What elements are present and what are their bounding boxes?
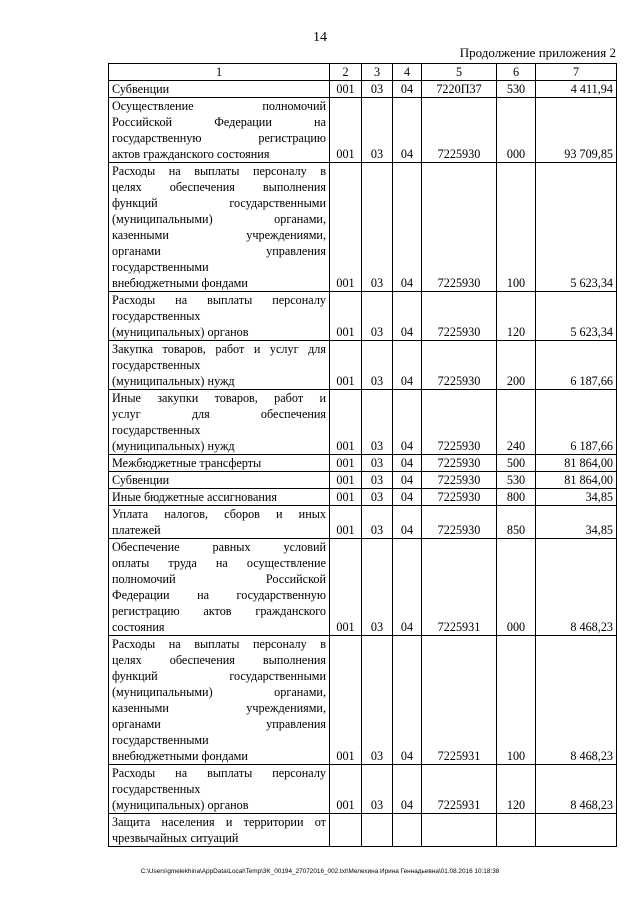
amount-cell: 34,85 [536, 489, 617, 506]
subsection-cell: 04 [393, 539, 422, 636]
row-name-line: чрезвычайных ситуаций [112, 831, 239, 845]
row-name-line: внебюджетными фондами [112, 749, 248, 763]
row-name-line: государственных [112, 358, 201, 372]
row-name-cell [109, 489, 330, 506]
target-article-cell: 7225930 [422, 390, 497, 455]
page-number: 14 [313, 30, 327, 45]
row-name-line: Иные закупки товаров, работ и [112, 391, 326, 405]
expense-type-cell: 530 [497, 81, 536, 98]
subsection-cell: 04 [393, 489, 422, 506]
table-row [109, 636, 617, 765]
row-name-line: (муниципальными) органами, [112, 212, 326, 226]
row-name-line: (муниципальных) нужд [112, 374, 235, 388]
row-name-line: казенными учреждениями, [112, 701, 326, 715]
table-row [109, 765, 617, 814]
table-body [109, 81, 617, 847]
admin-code-cell: 001 [330, 539, 362, 636]
expense-type-cell: 120 [497, 765, 536, 814]
admin-code-cell: 001 [330, 472, 362, 489]
row-name-line: Осуществление полномочий [112, 99, 326, 113]
subsection-cell: 04 [393, 341, 422, 390]
header-cell: 3 [362, 64, 393, 81]
table-row [109, 506, 617, 539]
amount-cell: 81 864,00 [536, 472, 617, 489]
amount-cell: 6 187,66 [536, 390, 617, 455]
target-article-cell: 7225930 [422, 506, 497, 539]
table-row [109, 163, 617, 292]
section-cell: 03 [362, 455, 393, 472]
row-name-line: органами управления [112, 244, 326, 258]
row-name-cell [109, 292, 330, 341]
section-cell: 03 [362, 765, 393, 814]
amount-cell: 93 709,85 [536, 98, 617, 163]
subsection-cell: 04 [393, 98, 422, 163]
section-cell: 03 [362, 472, 393, 489]
row-name-cell [109, 636, 330, 765]
row-name-line: оплаты труда на осуществление [112, 556, 326, 570]
expense-type-cell: 530 [497, 472, 536, 489]
admin-code-cell [330, 814, 362, 847]
row-name-cell [109, 765, 330, 814]
admin-code-cell: 001 [330, 292, 362, 341]
section-cell: 03 [362, 390, 393, 455]
row-name-line: казенными учреждениями, [112, 228, 326, 242]
row-name-cell [109, 341, 330, 390]
header-row [109, 64, 617, 81]
subsection-cell: 04 [393, 81, 422, 98]
row-name-line: Обеспечение равных условий [112, 540, 326, 554]
expense-type-cell: 100 [497, 636, 536, 765]
row-name-cell [109, 472, 330, 489]
row-name-line: Субвенции [112, 82, 170, 96]
row-name-cell [109, 539, 330, 636]
subsection-cell: 04 [393, 163, 422, 292]
section-cell [362, 814, 393, 847]
header-cell: 1 [109, 64, 330, 81]
admin-code-cell: 001 [330, 506, 362, 539]
section-cell: 03 [362, 81, 393, 98]
amount-cell: 5 623,34 [536, 292, 617, 341]
subsection-cell: 04 [393, 390, 422, 455]
target-article-cell: 7225930 [422, 98, 497, 163]
subsection-cell: 04 [393, 506, 422, 539]
row-name-line: (муниципальными) органами, [112, 685, 326, 699]
row-name-line: целях обеспечения выполнения [112, 653, 326, 667]
row-name-line: Расходы на выплаты персоналу в [112, 637, 326, 651]
amount-cell [536, 814, 617, 847]
row-name-line: функций государственными [112, 196, 326, 210]
row-name-line: Межбюджетные трансферты [112, 456, 262, 470]
row-name-line: Закупка товаров, работ и услуг для [112, 342, 326, 356]
table-row [109, 341, 617, 390]
footer-file-path: C:\Users\gmelekhina\AppData\Local\Temp\3K_00194_27072016_002.txt\Мелехина Ирина Геннадьевна\01.08.2016 10:18:38 [140, 868, 500, 875]
admin-code-cell: 001 [330, 455, 362, 472]
row-name-line: (муниципальных) органов [112, 798, 249, 812]
expense-type-cell: 200 [497, 341, 536, 390]
row-name-line: государственными [112, 733, 209, 747]
row-name-line: Уплата налогов, сборов и иных [112, 507, 326, 521]
expense-type-cell: 120 [497, 292, 536, 341]
row-name-line: Расходы на выплаты персоналу [112, 766, 326, 780]
amount-cell: 8 468,23 [536, 765, 617, 814]
section-cell: 03 [362, 292, 393, 341]
table-row [109, 390, 617, 455]
amount-cell: 4 411,94 [536, 81, 617, 98]
row-name-line: государственных [112, 782, 201, 796]
row-name-line: государственную регистрацию [112, 131, 326, 145]
row-name-line: внебюджетными фондами [112, 276, 248, 290]
expense-type-cell: 500 [497, 455, 536, 472]
target-article-cell: 7225930 [422, 341, 497, 390]
target-article-cell [422, 814, 497, 847]
target-article-cell: 7225930 [422, 292, 497, 341]
row-name-line: органами управления [112, 717, 326, 731]
admin-code-cell: 001 [330, 81, 362, 98]
section-cell: 03 [362, 98, 393, 163]
amount-cell: 6 187,66 [536, 341, 617, 390]
table-row [109, 489, 617, 506]
target-article-cell: 7225930 [422, 455, 497, 472]
target-article-cell: 7225930 [422, 163, 497, 292]
table-row [109, 81, 617, 98]
header-cell: 5 [422, 64, 497, 81]
target-article-cell: 7225931 [422, 539, 497, 636]
row-name-line: Российской Федерации на [112, 115, 326, 129]
target-article-cell: 7225930 [422, 472, 497, 489]
subsection-cell: 04 [393, 472, 422, 489]
row-name-cell [109, 814, 330, 847]
section-cell: 03 [362, 341, 393, 390]
amount-cell: 81 864,00 [536, 455, 617, 472]
row-name-cell [109, 506, 330, 539]
expense-type-cell: 000 [497, 98, 536, 163]
header-cell: 2 [330, 64, 362, 81]
subsection-cell: 04 [393, 636, 422, 765]
table-row [109, 292, 617, 341]
header-cell: 4 [393, 64, 422, 81]
table-header [109, 64, 617, 81]
row-name-line: платежей [112, 523, 161, 537]
row-name-line: государственных [112, 423, 201, 437]
row-name-cell [109, 455, 330, 472]
section-cell: 03 [362, 163, 393, 292]
amount-cell: 8 468,23 [536, 539, 617, 636]
row-name-line: услуг для обеспечения [112, 407, 326, 421]
section-cell: 03 [362, 506, 393, 539]
subsection-cell: 04 [393, 292, 422, 341]
target-article-cell: 7220П37 [422, 81, 497, 98]
section-cell: 03 [362, 489, 393, 506]
row-name-line: Расходы на выплаты персоналу [112, 293, 326, 307]
row-name-line: Расходы на выплаты персоналу в [112, 164, 326, 178]
expense-type-cell: 800 [497, 489, 536, 506]
admin-code-cell: 001 [330, 98, 362, 163]
admin-code-cell: 001 [330, 163, 362, 292]
row-name-line: полномочий Российской [112, 572, 326, 586]
amount-cell: 34,85 [536, 506, 617, 539]
row-name-line: государственных [112, 309, 201, 323]
header-cell: 6 [497, 64, 536, 81]
continuation-caption: Продолжение приложения 2 [459, 45, 616, 60]
row-name-line: регистрацию актов гражданского [112, 604, 326, 618]
row-name-line: (муниципальных) нужд [112, 439, 235, 453]
table-row [109, 814, 617, 847]
row-name-cell [109, 390, 330, 455]
header-cell: 7 [536, 64, 617, 81]
row-name-cell [109, 98, 330, 163]
section-cell: 03 [362, 636, 393, 765]
admin-code-cell: 001 [330, 636, 362, 765]
table-row [109, 455, 617, 472]
amount-cell: 5 623,34 [536, 163, 617, 292]
expense-type-cell [497, 814, 536, 847]
admin-code-cell: 001 [330, 489, 362, 506]
row-name-line: функций государственными [112, 669, 326, 683]
row-name-cell [109, 163, 330, 292]
row-name-line: Субвенции [112, 473, 170, 487]
target-article-cell: 7225931 [422, 765, 497, 814]
admin-code-cell: 001 [330, 765, 362, 814]
table-row [109, 539, 617, 636]
table-row [109, 472, 617, 489]
target-article-cell: 7225930 [422, 489, 497, 506]
subsection-cell [393, 814, 422, 847]
row-name-line: государственными [112, 260, 209, 274]
row-name-cell [109, 81, 330, 98]
subsection-cell: 04 [393, 765, 422, 814]
amount-cell: 8 468,23 [536, 636, 617, 765]
subsection-cell: 04 [393, 455, 422, 472]
section-cell: 03 [362, 539, 393, 636]
budget-table [108, 63, 617, 847]
row-name-line: целях обеспечения выполнения [112, 180, 326, 194]
row-name-line: (муниципальных) органов [112, 325, 249, 339]
admin-code-cell: 001 [330, 341, 362, 390]
expense-type-cell: 000 [497, 539, 536, 636]
target-article-cell: 7225931 [422, 636, 497, 765]
admin-code-cell: 001 [330, 390, 362, 455]
row-name-line: Защита населения и территории от [112, 815, 326, 829]
expense-type-cell: 240 [497, 390, 536, 455]
table-row [109, 98, 617, 163]
row-name-line: состояния [112, 620, 165, 634]
row-name-line: актов гражданского состояния [112, 147, 270, 161]
expense-type-cell: 100 [497, 163, 536, 292]
row-name-line: Иные бюджетные ассигнования [112, 490, 278, 504]
row-name-line: Федерации на государственную [112, 588, 326, 602]
expense-type-cell: 850 [497, 506, 536, 539]
